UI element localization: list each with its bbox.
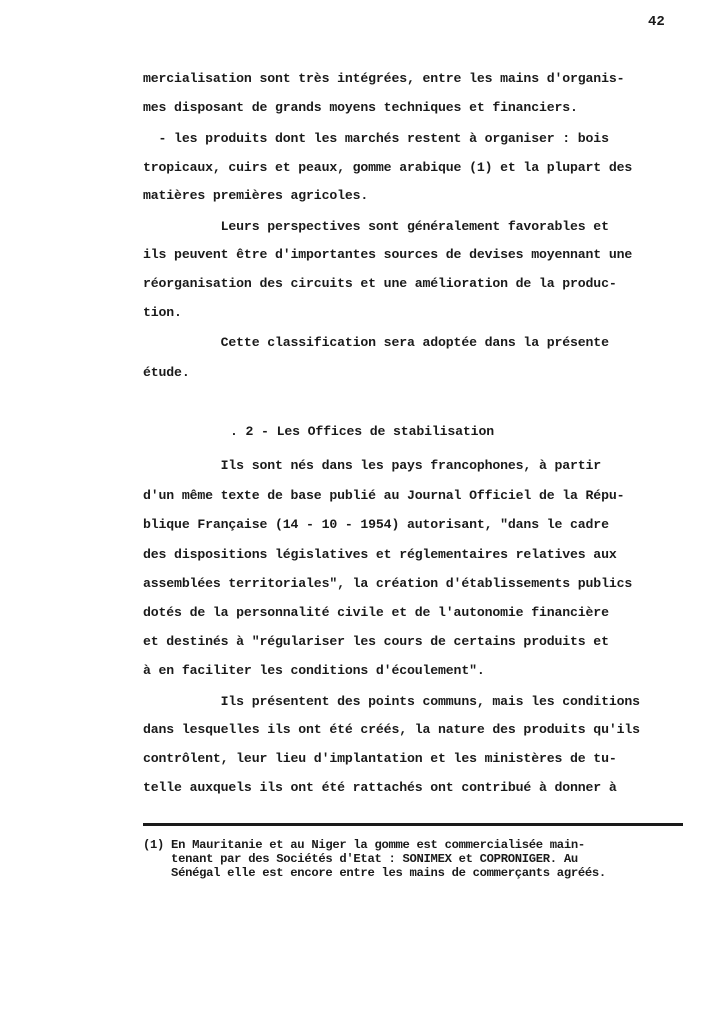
body-line: dans lesquelles ils ont été créés, la nature des produits qu'ils	[143, 722, 640, 737]
body-line: Ils sont nés dans les pays francophones, à partir	[143, 458, 602, 473]
body-line: tropicaux, cuirs et peaux, gomme arabique (1) et la plupart des	[143, 160, 633, 175]
body-line: matières premières agricoles.	[143, 188, 369, 203]
body-line: Cette classification sera adoptée dans la présente	[143, 335, 609, 350]
body-line: blique Française (14 - 10 - 1954) autorisant, "dans le cadre	[143, 517, 609, 532]
body-line: étude.	[143, 365, 190, 380]
footnote-line: (1) En Mauritanie et au Niger la gomme est commercialisée main-	[143, 838, 585, 852]
body-line: à en faciliter les conditions d'écoulement".	[143, 663, 485, 678]
body-line: contrôlent, leur lieu d'implantation et les ministères de tu-	[143, 751, 617, 766]
body-line: dotés de la personnalité civile et de l'autonomie financière	[143, 605, 609, 620]
body-line: Ils présentent des points communs, mais les conditions	[143, 694, 640, 709]
section-heading: . 2 - Les Offices de stabilisation	[230, 424, 494, 439]
page-number: 42	[648, 14, 665, 30]
body-line: d'un même texte de base publié au Journal Officiel de la Répu-	[143, 488, 625, 503]
body-line: assemblées territoriales", la création d'établissements publics	[143, 576, 633, 591]
body-line: - les produits dont les marchés restent à organiser : bois	[143, 131, 609, 146]
body-line: mes disposant de grands moyens techniques et financiers.	[143, 100, 578, 115]
body-line: telle auxquels ils ont été rattachés ont contribué à donner à	[143, 780, 617, 795]
body-line: des dispositions législatives et réglementaires relatives aux	[143, 547, 617, 562]
body-line: mercialisation sont très intégrées, entre les mains d'organis-	[143, 71, 625, 86]
body-line: Leurs perspectives sont généralement favorables et	[143, 219, 609, 234]
body-line: tion.	[143, 305, 182, 320]
body-line: ils peuvent être d'importantes sources de devises moyennant une	[143, 247, 633, 262]
footnote-line: tenant par des Sociétés d'Etat : SONIMEX et COPRONIGER. Au	[143, 852, 578, 866]
body-line: et destinés à "régulariser les cours de certains produits et	[143, 634, 609, 649]
body-line: réorganisation des circuits et une amélioration de la produc-	[143, 276, 617, 291]
footnote-line: Sénégal elle est encore entre les mains de commerçants agréés.	[143, 866, 606, 880]
footnote-separator	[143, 823, 683, 826]
